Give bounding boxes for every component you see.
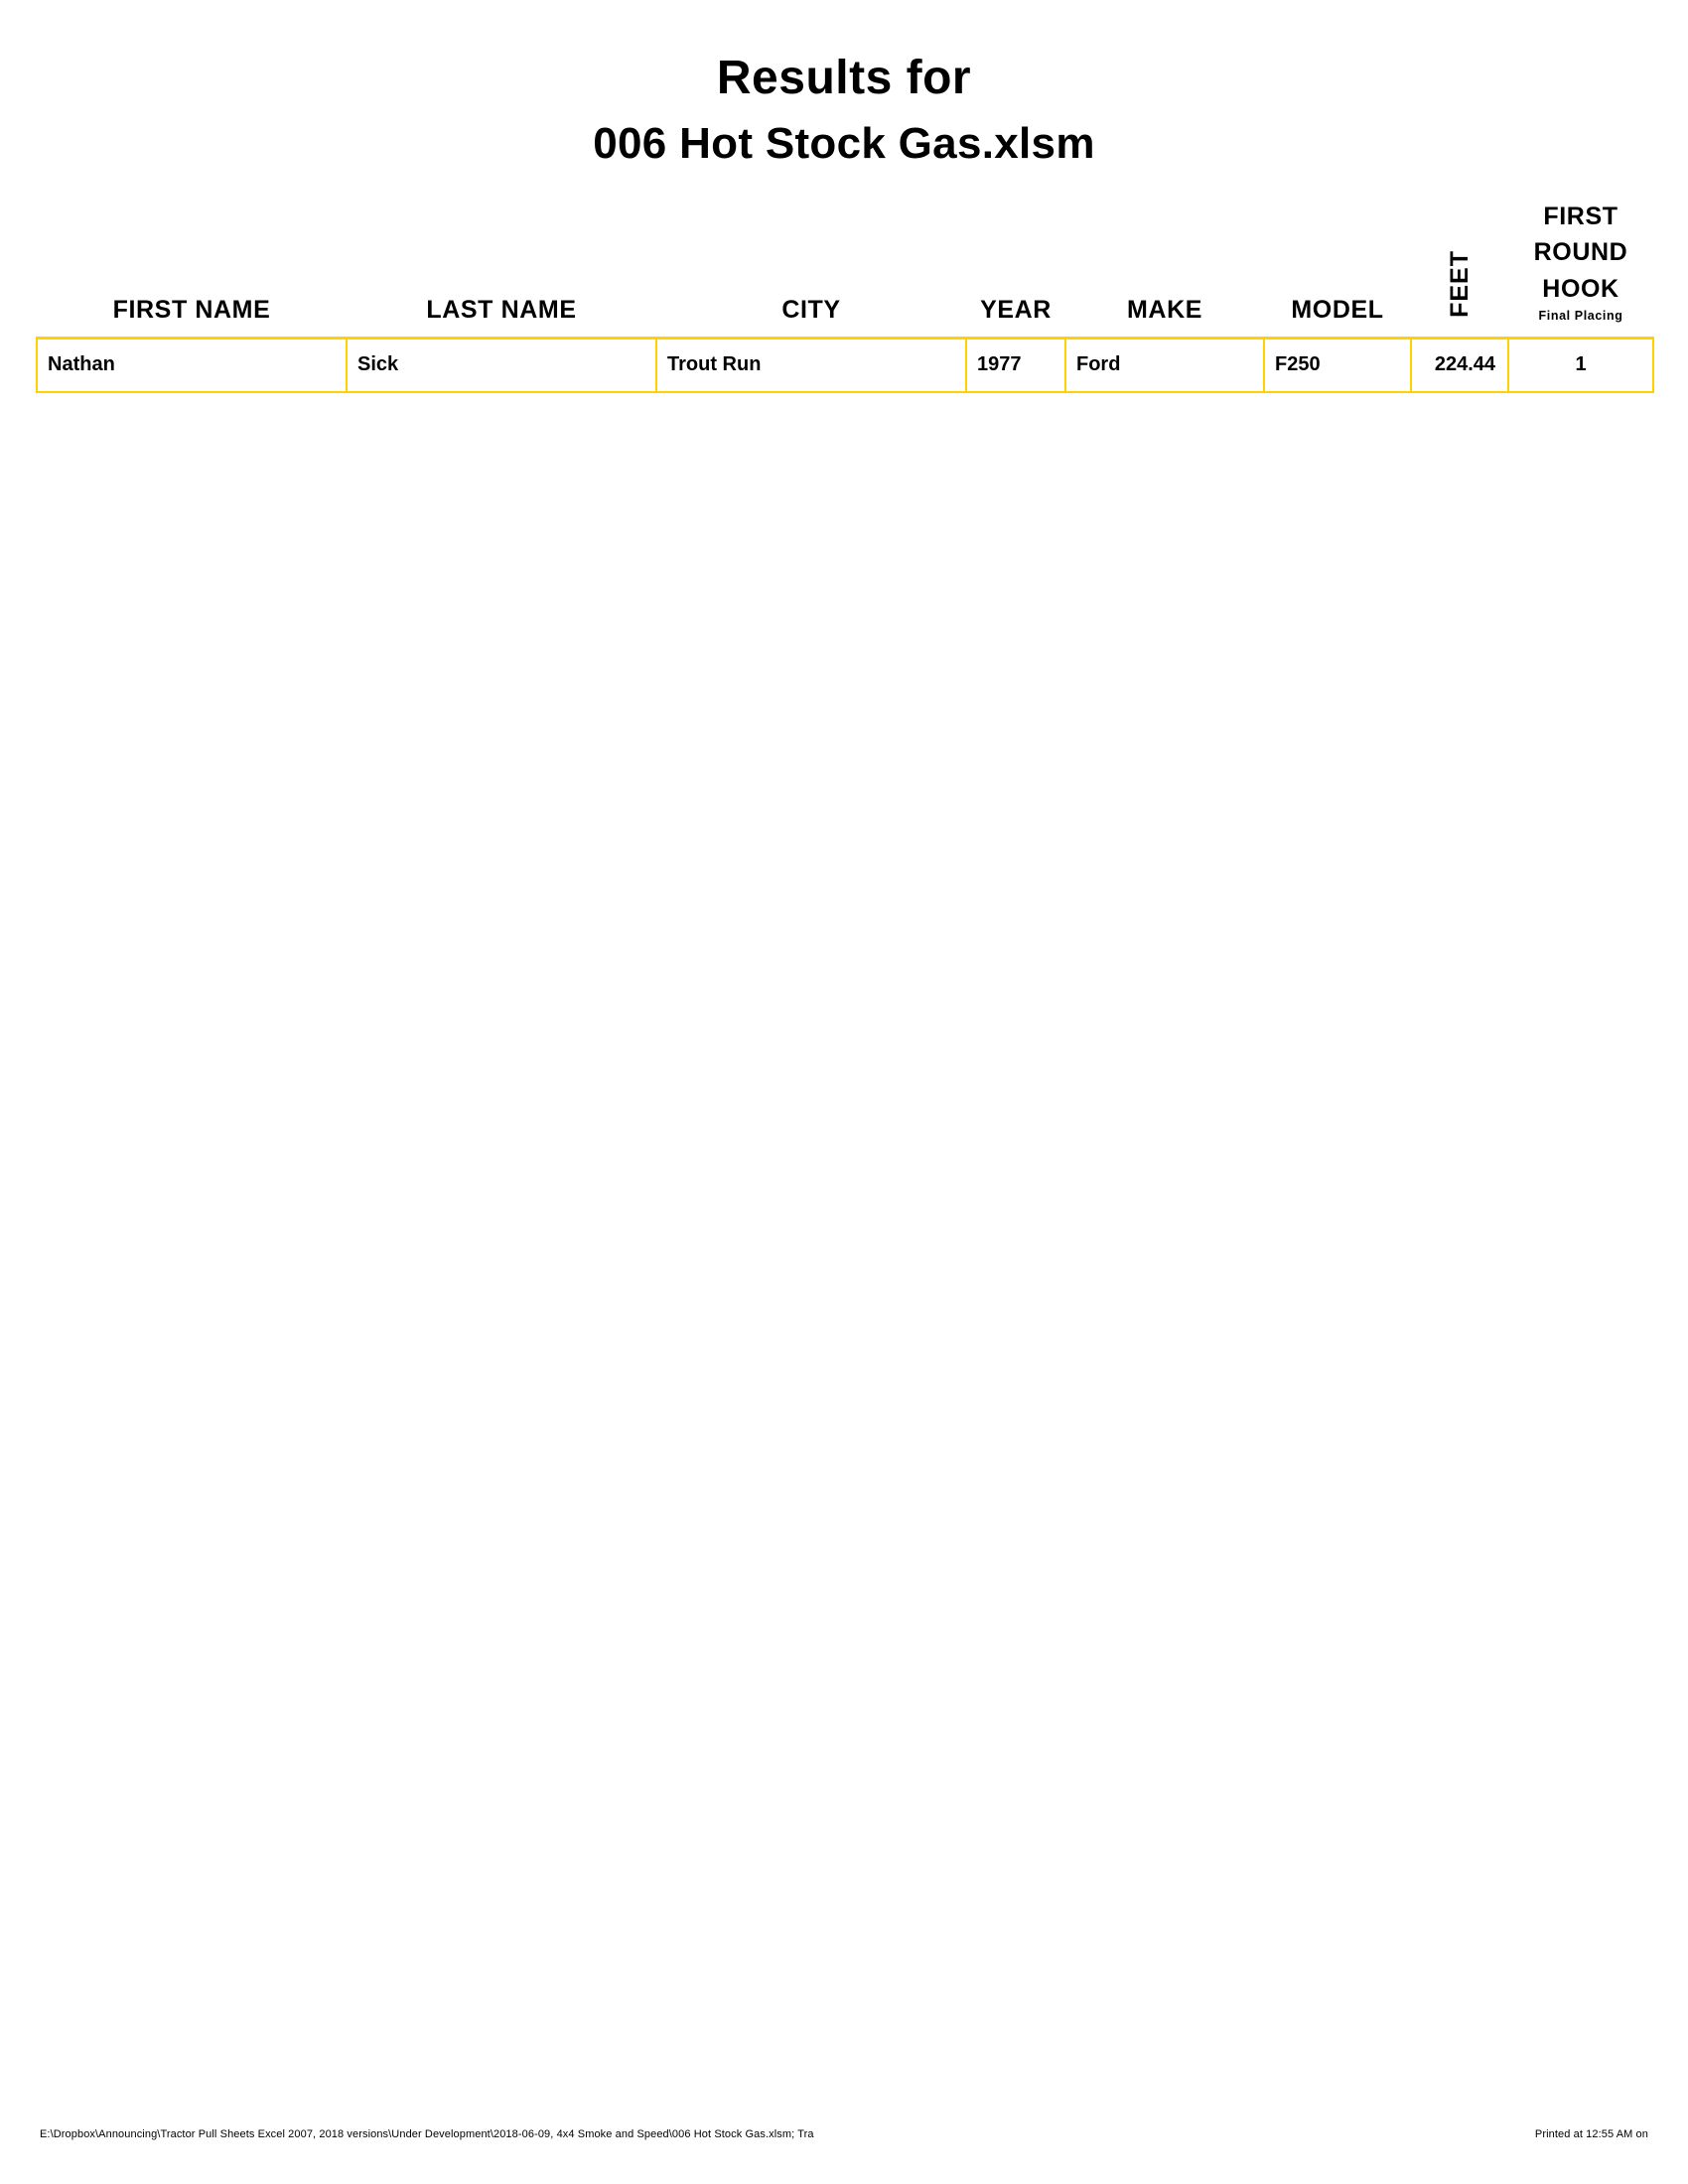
cell-final-placing: 1: [1508, 338, 1653, 392]
column-header-feet-text: FEET: [1445, 249, 1474, 318]
cell-make: Ford: [1065, 338, 1264, 392]
cell-feet: 224.44: [1411, 338, 1508, 392]
column-header-last-name: LAST NAME: [426, 295, 577, 324]
table-header-row: [37, 199, 1653, 338]
column-header-make: MAKE: [1126, 295, 1202, 324]
results-table: [36, 199, 1654, 393]
table-body: [37, 338, 1653, 392]
column-header-year: YEAR: [980, 295, 1052, 324]
column-header-model: MODEL: [1291, 295, 1384, 324]
table-row: [37, 338, 1653, 392]
placing-line-3: Final Placing: [1538, 308, 1623, 323]
footer-file-path: E:\Dropbox\Announcing\Tractor Pull Sheets Excel 2007, 2018 versions\Under Development\2018-06-09, 4x4 Smoke and Speed\006 Hot Stock Gas.xlsm; Tra: [40, 2128, 814, 2140]
cell-first-name: Nathan: [37, 338, 347, 392]
page-footer: [0, 2128, 1688, 2148]
cell-city: Trout Run: [656, 338, 966, 392]
title-line-2: 006 Hot Stock Gas.xlsm: [593, 118, 1095, 168]
cell-model: F250: [1264, 338, 1411, 392]
placing-line-1: FIRST ROUND: [1533, 203, 1628, 267]
document-title: [0, 0, 1688, 169]
column-header-first-name: FIRST NAME: [112, 295, 271, 324]
cell-year: 1977: [966, 338, 1065, 392]
column-header-final-placing: [1508, 199, 1653, 338]
column-header-city: CITY: [781, 295, 841, 324]
title-line-1: Results for: [716, 52, 972, 104]
footer-printed-timestamp: Printed at 12:55 AM on: [1534, 2128, 1648, 2140]
cell-last-name: Sick: [347, 338, 656, 392]
placing-line-2: HOOK: [1542, 274, 1619, 303]
column-header-feet: [1411, 199, 1508, 338]
